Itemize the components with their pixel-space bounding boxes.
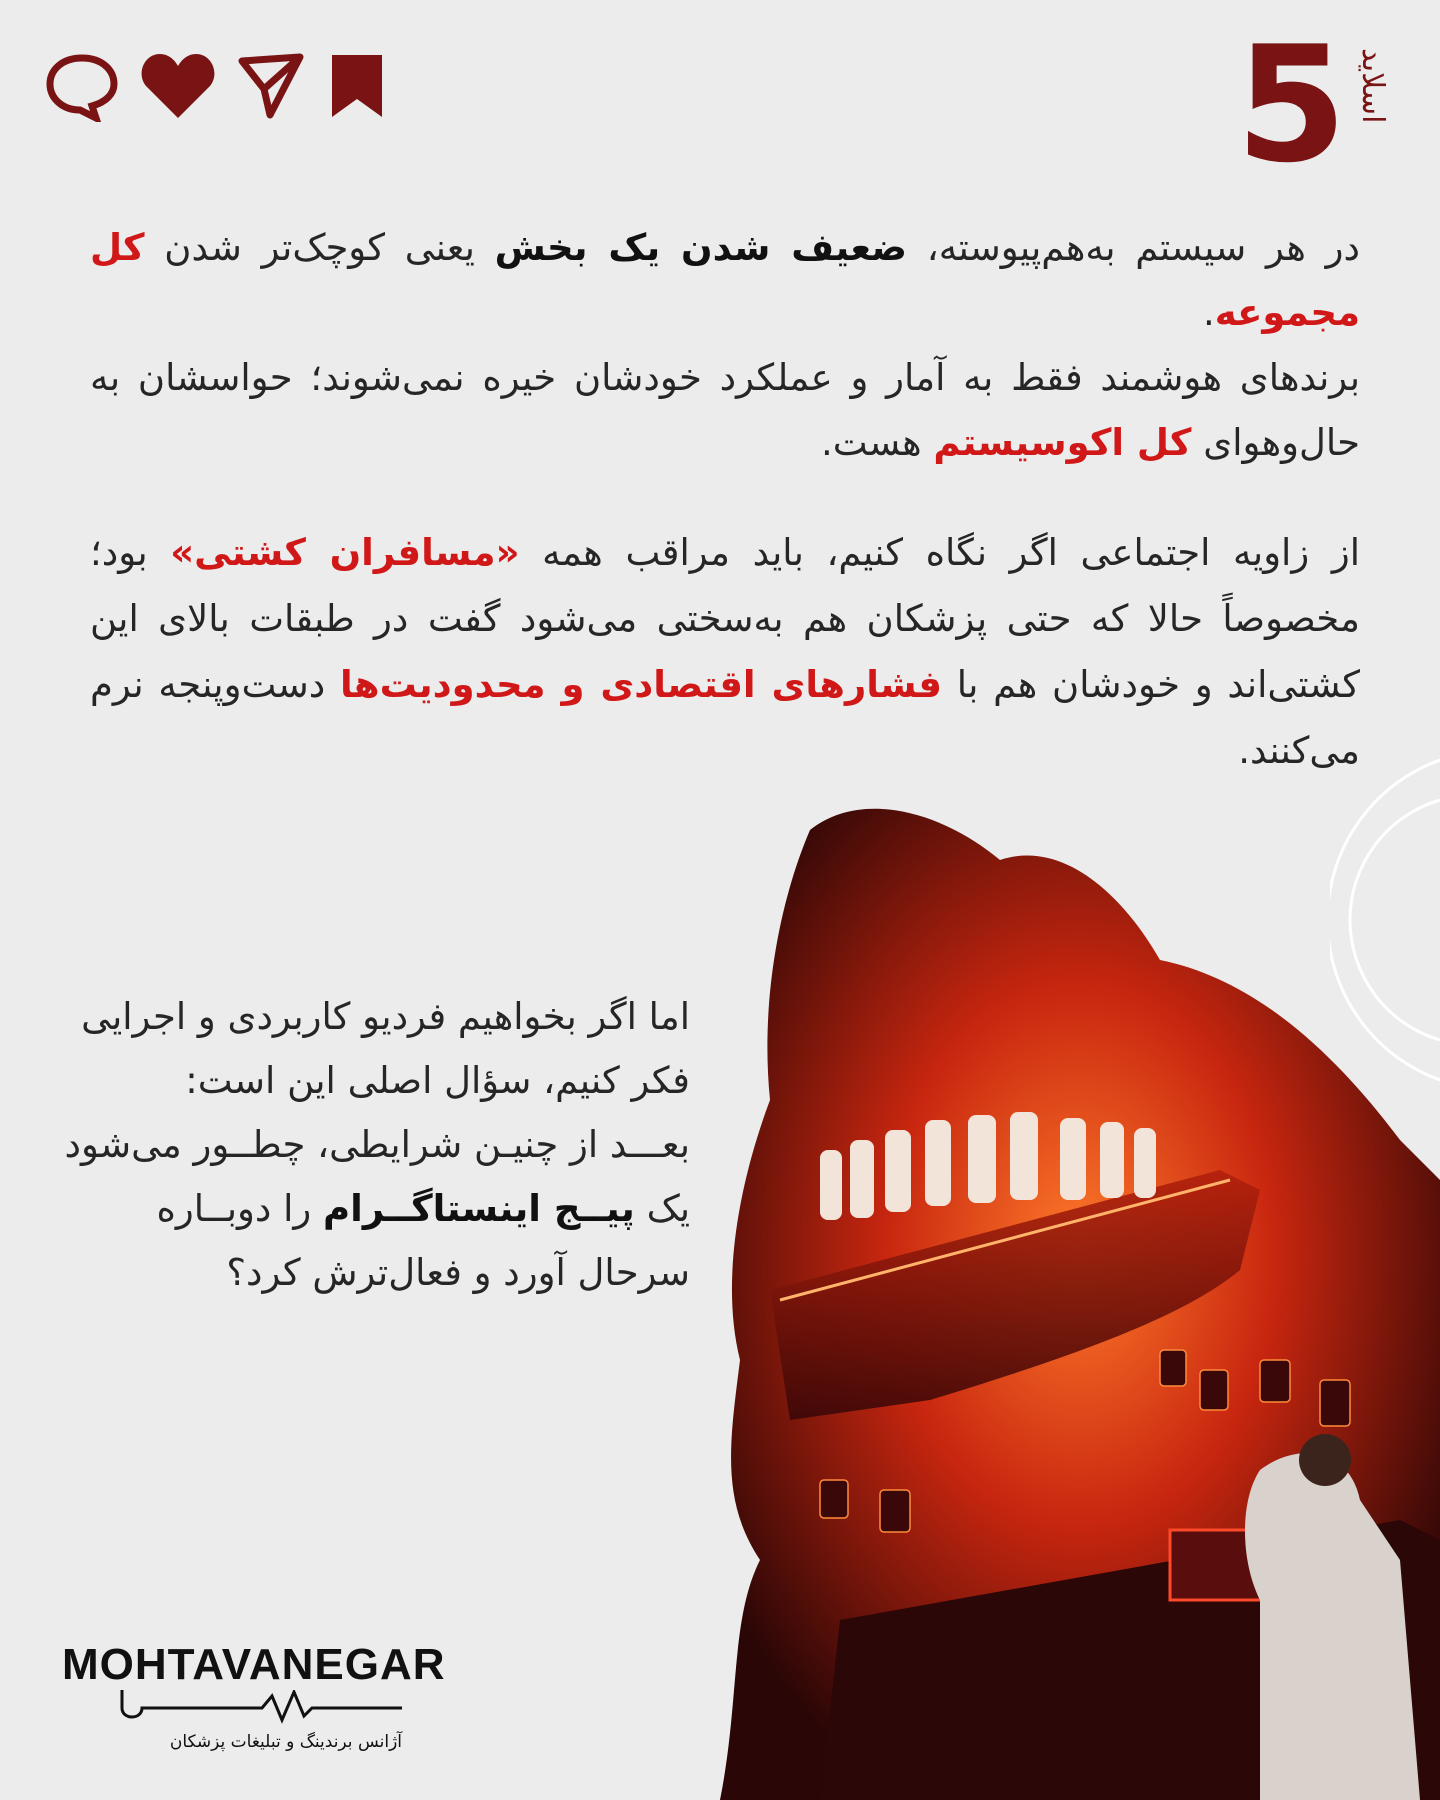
text: در هر سیستم به‌هم‌پیوسته، — [907, 226, 1360, 269]
text: از زاویه اجتماعی اگر نگاه کنیم، باید مراقب همه — [519, 531, 1360, 574]
send-icon[interactable] — [236, 51, 306, 121]
text: بود؛ مخصوصاً حالا که حتی پزشکان هم به‌سختی می‌شود گفت در طبقات بالای این کشتی‌اند و خودشان هم با — [90, 531, 1360, 706]
paragraph-intro — [90, 215, 1360, 475]
slide-label: اسلاید — [1355, 48, 1390, 124]
highlight: کل مجموعه — [90, 226, 1360, 334]
emphasis: پیــج اینستاگــرام — [323, 1187, 635, 1230]
text: بعـــد از چنیـن شرایطی، چطــور می‌شود یک — [64, 1123, 690, 1230]
text: . — [1202, 291, 1215, 334]
emphasis: ضعیف شدن یک بخش — [494, 226, 908, 269]
highlight: کل اکوسیستم — [933, 421, 1192, 464]
brand-subtitle: آژانس برندینگ و تبلیغات پزشکان — [169, 1732, 402, 1752]
bookmark-icon[interactable] — [324, 51, 390, 121]
heart-icon[interactable] — [138, 50, 218, 122]
ship-illustration — [700, 800, 1440, 1800]
highlight: «مسافران کشتی» — [170, 531, 520, 574]
heartbeat-line-icon — [62, 1690, 402, 1724]
paragraph-social — [90, 520, 1360, 784]
slide-indicator — [1235, 11, 1390, 198]
brand-logo — [62, 1640, 446, 1752]
text: برندهای هوشمند فقط به آمار و عملکرد خودشان خیره نمی‌شوند؛ حواسشان به حال‌وهوای — [90, 356, 1360, 464]
social-icons — [44, 50, 390, 122]
text: هست. — [821, 421, 934, 464]
text: را دوبــاره سرحال آورد و فعال‌ترش کرد؟ — [156, 1187, 690, 1294]
text: اما اگر بخواهیم فردیو کاربردی و اجرایی فکر کنیم، سؤال اصلی این است: — [81, 995, 690, 1102]
text: یعنی کوچک‌تر شدن — [144, 226, 495, 269]
slide-number: 5 — [1235, 11, 1347, 198]
comment-icon[interactable] — [44, 50, 120, 122]
text: دست‌وپنجه نرم می‌کنند. — [90, 663, 1360, 772]
paragraph-question — [40, 985, 690, 1305]
highlight: فشارهای اقتصادی و محدودیت‌ها — [340, 663, 943, 706]
brand-name: MOHTAVANEGAR — [62, 1640, 446, 1689]
